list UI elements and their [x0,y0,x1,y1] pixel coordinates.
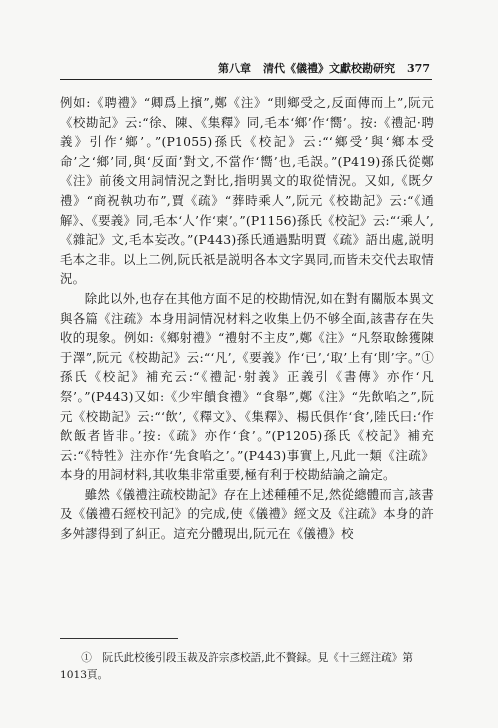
paragraph-3: 雖然《儀禮注疏校勘記》存在上述種種不足,然從總體而言,該書及《儀禮石經校刊記》的完成,使《儀禮》經文及《注疏》本身的許多舛謬得到了糾正。這充分體現出,阮元在《儀禮》校 [60,486,434,542]
paragraph-2: 除此以外,也存在其他方面不足的校勘情況,如在對有關版本異文與各篇《注疏》本身用詞情况材料之收集上仍不够全面,該書存在失收的現象。例如:《鄉射禮》“禮射不主皮”,鄭《注》“凡祭取餘獲陳于澤”,阮元《校勘記》云:“‘凡’,《要義》作‘已’,‘取’上有‘則’字。”①孫氏《校記》補充云:“《禮記·射義》正義引《書傳》亦作‘凡祭’。”(P443)又如:《少牢饋食禮》“食舉”,鄭《注》“先飲啗之”,阮元《校勘記》云:“‘飲’,《釋文》、《集釋》、楊氏俱作‘食’,陸氏曰:‘作飲飯者皆非。’按:《疏》亦作‘食’。”(P1205)孫氏《校記》補充云:“《特牲》注亦作‘先食啗之’。”(P443)事實上,凡此一類《注疏》本身的用詞材料,其收集非常重要,極有利于校勘結論之論定。 [60,290,434,483]
chapter-title: 清代《儀禮》文獻校勘研究 [263,62,396,75]
running-header [60,60,430,78]
chapter-label: 第八章 [218,62,252,75]
paragraph-1: 例如:《聘禮》“卿爲上擯”,鄭《注》“則鄉受之,反面傳而上”,阮元《校勘記》云:“徐、陳、《集釋》同,毛本‘鄉’作‘嚮’。按:《禮記·聘義》引作‘鄉’。”(P1055)孫氏《校記》云:“‘鄉受’與‘鄉本受命’之‘鄉’同,與‘反面’對文,不當作‘嚮’也,毛誤。”(P419)孫氏從鄭《注》前後文用詞情況之對比,指明異文的取從情況。又如,《既夕禮》“商祝執功布”,賈《疏》“葬時乘人”,阮元《校勘記》云:“《通解》、《要義》同,毛本‘人’作‘柬’。”(P1156)孫氏《校記》云:“‘乘人’,《雜記》文,毛本妄改。”(P443)孫氏通過點明賈《疏》語出處,説明毛本之非。以上二例,阮氏祇是説明各本文字異同,而皆未交代去取情況。 [60,95,434,287]
footnote-rule [60,638,178,639]
footnote-1: ① 阮氏此校後引段玉裁及許宗彥校語,此不贅録。見《十三經注疏》第1013頁。 [60,652,413,681]
header-rule [60,79,432,80]
page-number: 377 [407,62,430,75]
main-text [60,93,434,544]
footnote-area [60,650,434,684]
